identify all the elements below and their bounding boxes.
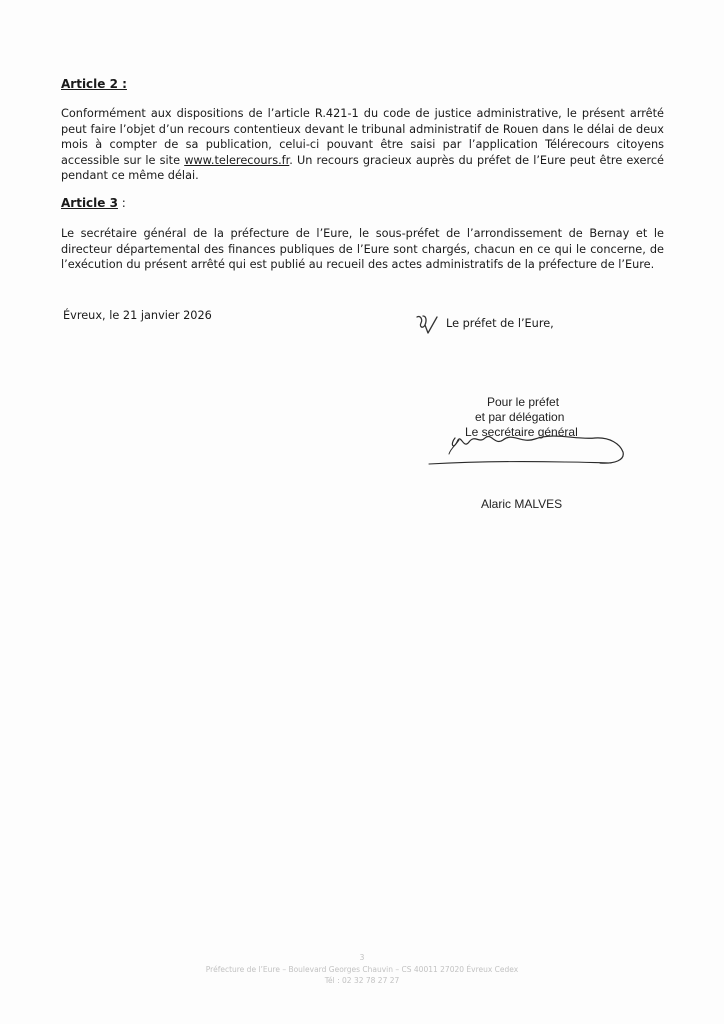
stamp-line-2: et par délégation	[475, 410, 565, 424]
article-3-heading: Article 3	[61, 196, 118, 210]
telerecours-link[interactable]: www.telerecours.fr	[184, 153, 290, 167]
signatory-title: Le préfet de l’Eure,	[446, 317, 554, 330]
page-number: 3	[359, 953, 365, 962]
stamp-line-3: Le secrétaire général	[465, 425, 578, 439]
footer-address: Préfecture de l’Eure – Boulevard Georges Chauvin – CS 40011 27020 Évreux Cedex	[205, 965, 519, 974]
article-2-text-part1: Conformément aux dispositions de l’article R.421-1 du code de justice administrative, le présent arrêté peut faire l’objet d’un recours contentieux devant le tribunal administratif de Rouen dans le délai de deux mois à compter de sa publication, celui-ci pouvant être saisi par l’application Télérecours citoyens accessible sur le site	[61, 107, 664, 167]
handwritten-signature	[425, 420, 635, 470]
article-3-heading-line	[61, 196, 126, 210]
stamp-line-1: Pour le préfet	[487, 395, 560, 409]
article-3-heading-suffix: :	[117, 196, 126, 210]
article-2-heading: Article 2 :	[61, 77, 127, 91]
article-2-paragraph	[61, 106, 664, 184]
footer-phone: Tél : 02 32 78 27 27	[324, 976, 400, 985]
date-line: Évreux, le 21 janvier 2026	[63, 309, 212, 322]
article-3-paragraph: Le secrétaire général de la préfecture de l’Eure, le sous-préfet de l’arrondissement de Bernay et le directeur départemental des finances publiques de l’Eure sont chargés, chacun en ce qui le concerne, de l’exécution du présent arrêté qui est publié au recueil des actes administratifs de la préfecture de l’Eure.	[61, 227, 664, 272]
initials-mark	[414, 313, 440, 335]
article-2-text-part2: . Un recours gracieux auprès du préfet de l’Eure peut être exercé pendant ce même délai.	[61, 153, 665, 183]
signer-name: Alaric MALVES	[481, 497, 563, 511]
